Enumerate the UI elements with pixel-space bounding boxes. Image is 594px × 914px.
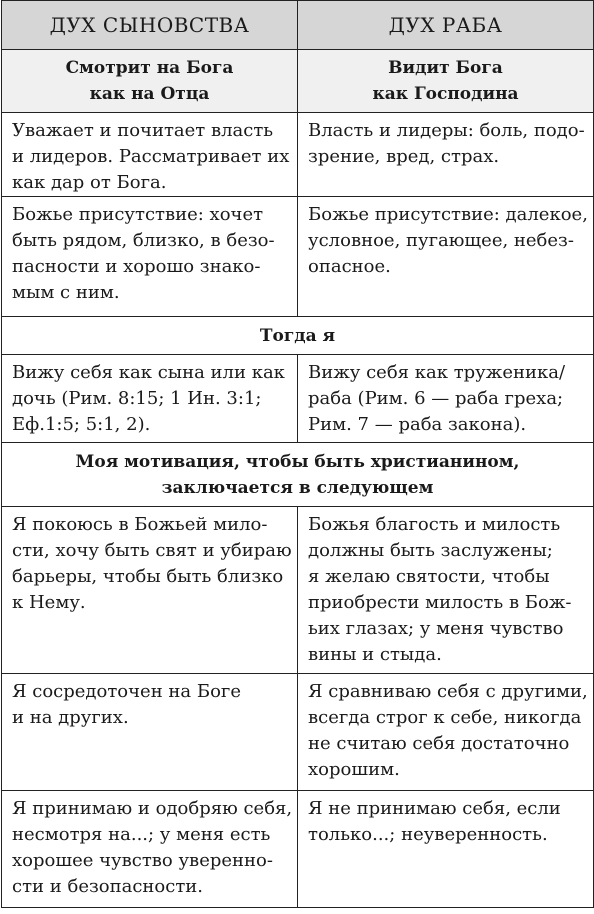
slave-cell [298,197,594,317]
slave-cell [298,355,594,443]
cell-text-line: Я не принимаю себя, если [308,798,561,819]
cell-text-line: и на других. [12,707,129,728]
section-row [2,317,594,355]
cell-text-line: Уважает и почитает власть [12,120,274,141]
cell-text-line: опасное. [308,256,391,277]
cell-text-line: Рим. 7 — раба закона). [308,414,527,435]
section-title [2,443,594,507]
cell-text-line: должны быть заслужены; [308,540,553,561]
slave-cell [298,113,594,197]
header-sonship [2,1,298,50]
cell-text-line: Божье присутствие: далекое, [308,204,588,225]
table-row [2,197,594,317]
cell-text-line: Я сосредоточен на Боге [12,681,242,702]
sonship-cell [2,113,298,197]
cell-text-line: как дар от Бога. [12,172,167,193]
slave-cell [298,674,594,791]
header-row [2,1,594,50]
cell-text-line: раба (Рим. 6 — раба греха; [308,388,564,409]
subheader-slave [298,50,594,113]
sonship-cell [2,197,298,317]
cell-text-line: хорошее чувство увереннo- [12,850,273,871]
table-row [2,507,594,674]
cell-text-line: пасности и хорошо знако- [12,256,261,277]
cell-text-line: Власть и лидеры: боль, подо- [308,120,585,141]
cell-text-line: зрение, вред, страх. [308,146,500,167]
cell-text-line: Вижу себя как труженика/ [308,362,566,383]
subheader-line: Видит Бога [388,58,503,78]
cell-text-line: барьеры, чтобы быть близко [12,566,284,587]
cell-text-line: хорошим. [308,759,400,780]
cell-text-line: сти и безопасности. [12,876,204,897]
cell-text-line: Вижу себя как сына или как [12,362,285,383]
cell-text-line: быть рядом, близко, в безо- [12,230,275,251]
comparison-table [1,0,594,908]
table-row [2,113,594,197]
cell-text-line: и лидеров. Рассматривает их [12,146,290,167]
cell-text-line: дочь (Рим. 8:15; 1 Ин. 3:1; [12,388,262,409]
cell-text-line: приобрести милость в Бож- [308,592,572,613]
table-row [2,355,594,443]
cell-text-line: сти, хочу быть свят и убираю [12,540,292,561]
header-slave-label: ДУХ РАБА [388,13,503,37]
header-slave [298,1,594,50]
sonship-cell [2,507,298,674]
cell-text-line: Божья благость и милость [308,514,561,535]
sonship-cell [2,355,298,443]
cell-text-line: я желаю святости, чтобы [308,566,550,587]
cell-text-line: только...; неуверенность. [308,824,548,845]
cell-text-line: вины и стыда. [308,644,442,665]
cell-text-line: Я принимаю и одобряю себя, [12,798,293,819]
cell-text-line: Еф.1:5; 5:1, 2). [12,414,151,435]
subheader-line: как Господина [372,84,519,104]
cell-text-line: условное, пугающее, небез- [308,230,574,251]
sonship-cell [2,791,298,908]
subheader-sonship [2,50,298,113]
subheader-line: Смотрит на Бога [65,58,234,78]
section-title-text: Тогда я [259,325,336,346]
sonship-cell [2,674,298,791]
slave-cell [298,791,594,908]
section-row [2,443,594,507]
cell-text-line: всегда строг к себе, никогда [308,707,582,728]
section-title-line: Моя мотивация, чтобы быть христианином, [75,451,520,472]
section-title-line: заключается в следующем [161,477,434,498]
cell-text-line: Божье присутствие: хочет [12,204,264,225]
cell-text-line: к Нему. [12,592,86,613]
subheader-line: как на Отца [89,84,210,104]
header-sonship-label: ДУХ СЫНОВСТВА [49,13,250,37]
subheader-row [2,50,594,113]
section-title [2,317,594,355]
cell-text-line: мым с ним. [12,282,120,303]
cell-text-line: Я покоюсь в Божьей мило- [12,514,268,535]
table-row [2,674,594,791]
cell-text-line: ьих глазах; у меня чувство [308,618,564,639]
cell-text-line: несмотря на...; у меня есть [12,824,271,845]
slave-cell [298,507,594,674]
cell-text-line: Я сравниваю себя с другими, [308,681,588,702]
cell-text-line: не считаю себя достаточно [308,733,570,754]
table-row [2,791,594,908]
